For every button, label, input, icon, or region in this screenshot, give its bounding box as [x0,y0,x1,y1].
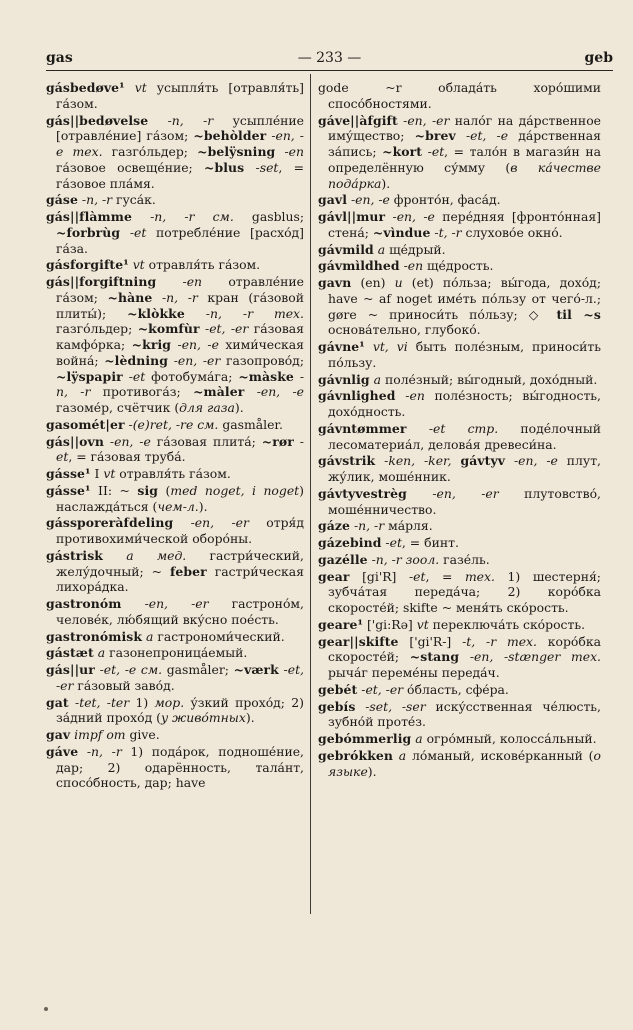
dictionary-entry: gásforgifte¹ vt отравля́ть га́зом. [46,257,261,273]
dictionary-entry: gás||ur -et, -e см. gasmåler; ~værk -et, -er га́зовый заво́д. [46,662,304,693]
dictionary-entry: gávtyvestrèg -en, -er плутовство́, моше́нничество. [318,485,601,517]
dictionary-entry: gat -tet, -ter 1) мор. у́зкий прохо́д; 2) за́дний прохо́д (у живо́тных). [46,694,304,726]
dictionary-entry: gázebind -et, = бинт. [318,535,459,550]
dictionary-entry: gebét -et, -er о́бласть, сфе́ра. [318,681,509,697]
left-column [46,80,304,792]
dictionary-entry: gás||forgiftning -en отравле́ние га́зом; ~hàne -n, -r кран (га́зовой плиты́); ~klòkke -n, -r тех. газго́льдер; ~komfùr -et, -er га́зовая камфо́рка; ~krig -en, -e хими́ческая война́; ~lèdning -en, -er газопрово́д; ~lÿspapir -et фотобума́га; ~màske -n, -r противога́з; ~màler -en, -e газоме́р, счётчик (для газа). [46,274,304,415]
dictionary-entry: gásse¹ I vt отравля́ть га́зом. [46,466,231,481]
dictionary-entry: gás||ovn -en, -e га́зовая плита́; ~rør -et, = га́зовая труба́. [46,433,304,465]
dictionary-entry: gás||flàmme -n, -r см. gasblus; ~forbrùg -et потребле́ние [расхо́д] га́за. [46,209,304,256]
dictionary-entry: gode ~r облада́ть хоро́шими спосо́бностями. [318,80,601,111]
page-number: — 233 — [297,50,362,66]
right-column [318,80,601,780]
dictionary-entry: gasomét|er -(e)ret, -re см. gasmåler. [46,416,283,432]
dictionary-entry: gebómmerlig a огро́мный, колосса́льный. [318,731,597,746]
dictionary-entry: gás||bedøvelse -n, -r усыпле́ние [отравле́ние] га́зом; ~behòlder -en, -e тех. газго́льдер; ~belÿsning -en га́зовое освеще́ние; ~blus -set, = га́зовое пла́мя. [46,112,305,191]
dictionary-entry: gávnlig a поле́зный; вы́годный, дохо́дный. [318,371,598,387]
dictionary-entry: gástrisk a мед. гастри́ческий, желу́дочный; ~ feber гастри́ческая лихора́дка. [46,547,304,595]
dictionary-entry: gastronóm -en, -er гастроно́м, челове́к, лю́бящий вку́сно пое́сть. [46,596,304,627]
dictionary-entry: gávne¹ vt, vi быть поле́зным, приноси́ть по́льзу. [318,339,601,370]
dictionary-entry: gávl||mur -en, -e пере́дняя [фронто́нная] стена́; ~vìndue -t, -r слухово́е окно́. [318,209,601,240]
page-header [46,48,613,71]
dictionary-entry: gáve -n, -r 1) пода́рок, подноше́ние, дар; 2) одарённость, тала́нт, спосо́бность, дар; have [46,743,304,791]
column-divider [310,74,311,914]
dictionary-entry: gávstrik -ken, -ker, gávtyv -en, -e плут, жу́лик, моше́нник. [318,453,601,484]
dictionary-entry: gazélle -n, -r зоол. газе́ль. [318,551,490,567]
dictionary-entry: gav impf om give. [46,727,160,742]
dictionary-entry: gebís -set, -ser иску́сственная че́люсть, зубно́й проте́з. [318,698,601,730]
dictionary-entry: gavl -en, -e фронто́н, фаса́д. [318,192,501,208]
dictionary-entry: gávnlighed -en поле́зность; вы́годность, дохо́дность. [318,388,601,419]
dictionary-entry: gásbedøve¹ vt усыпля́ть [отравля́ть] га́зом. [46,80,304,111]
dictionary-entry: geare¹ ['gi:Rə] vt переключа́ть ско́рость. [318,616,586,632]
ink-dot [44,1007,48,1011]
dictionary-entry: gear||skifte ['gi'R-] -t, -r тех. коро́бка скоросте́й; ~stang -en, -stænger тех. рыча́г переме́ны переда́ч. [318,633,601,680]
dictionary-entry: gebrókken a ло́маный, искове́рканный (о языке). [318,747,601,779]
dictionary-entry: gáve||àfgift -en, -er нало́г на да́рственное иму́щество; ~brev -et, -e да́рственная за́пись; ~kort -et, = тало́н в магази́н на определённую су́мму (в ка́честве пода́рка). [318,112,601,191]
dictionary-entry: gávntømmer -et стр. подéлочный лесоматериа́л, делова́я древеси́на. [318,420,601,452]
header-left-guide-word: gas [46,50,73,66]
dictionary-entry: gásse¹ II: ~ sig (med noget, i noget) наслажда́ться (чем-л.). [46,482,304,514]
dictionary-entry: gávmìldhed -en ще́дрость. [318,258,494,274]
header-right-guide-word: geb [584,50,613,66]
dictionary-entry: gávmild a ще́дрый. [318,241,446,257]
dictionary-entry: gástæt a газонепроница́емый. [46,645,248,661]
dictionary-entry: gavn (en) u (et) по́льза; вы́года, дохо́д; have ~ af noget име́ть по́льзу от чего́-л.; gøre ~ приноси́ть по́льзу; ◇ til ~s основа́тельно, глубоко́. [318,275,601,338]
dictionary-entry: gastronómisk a гастрономи́ческий. [46,628,285,644]
dictionary-entry: gássporeràfdeling -en, -er отря́д противохими́ческой оборо́ны. [46,515,304,546]
dictionary-entry: gáse -n, -r гуса́к. [46,192,156,208]
dictionary-entry: gear [gi'R] -et, = тех. 1) шестерня́; зубча́тая переда́ча; 2) коро́бка скоросте́й; skifte ~ меня́ть ско́рость. [318,568,601,615]
dictionary-entry: gáze -n, -r ма́рля. [318,518,433,534]
